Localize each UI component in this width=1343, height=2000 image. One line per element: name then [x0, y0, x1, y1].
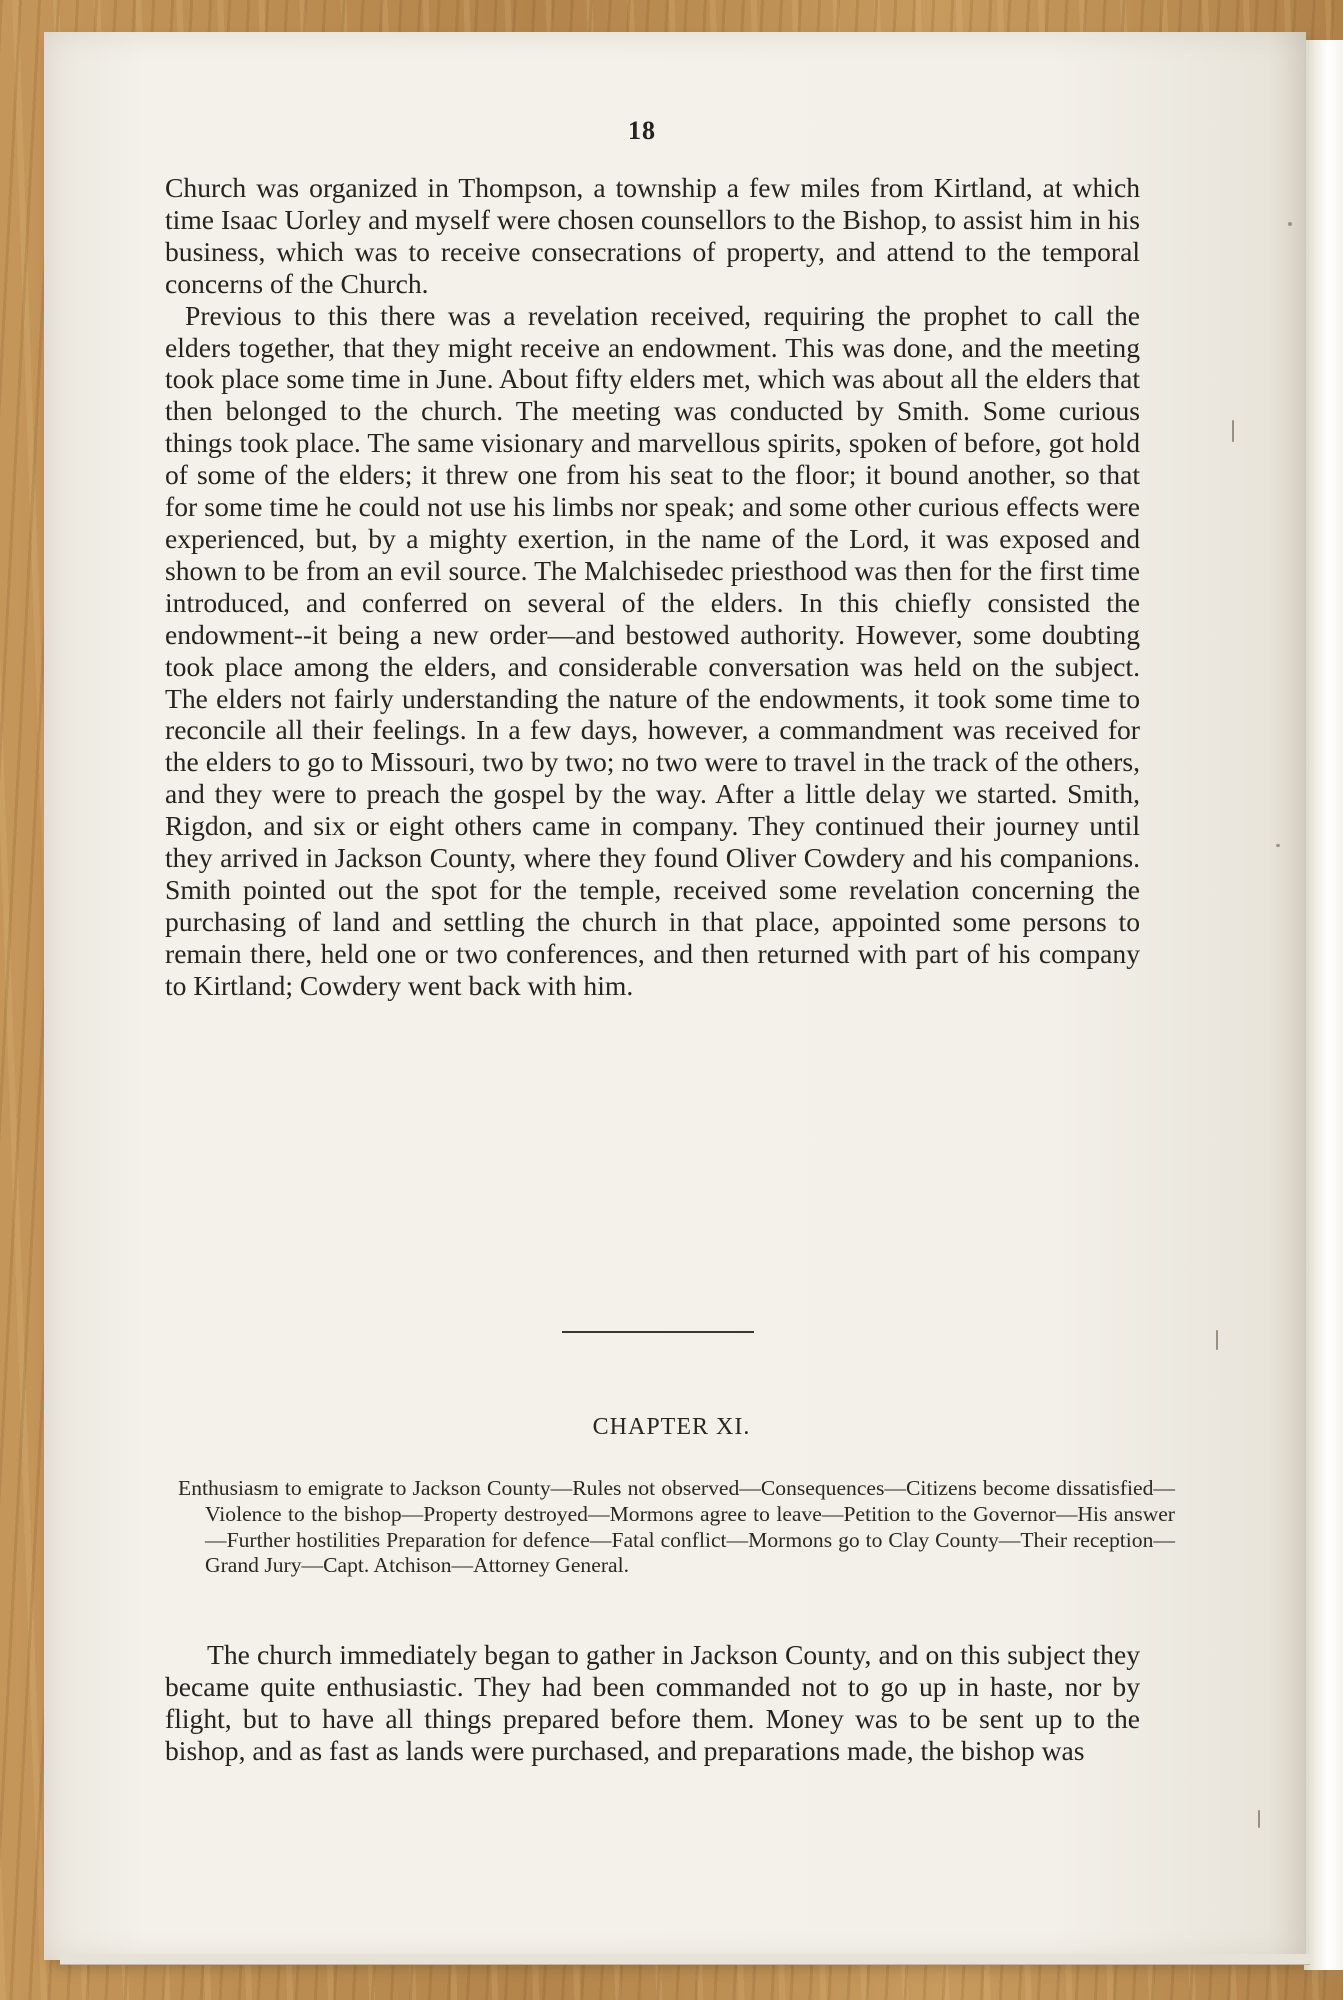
body-paragraph: Previous to this there was a revelation received, requiring the prophet to call the elders together, that they might receive an endowment. This was done, and the meeting took place some time in June. About fifty elders met, which was about all the elders that then belonged to the church. The meeting was conducted by Smith. Some curious things took place. The same visionary and marvellous spirits, spoken of before, got hold of some of the elders; it threw one from his seat to the floor; it bound another, so that for some time he could not use his limbs nor speak; and some other curious effects were experienced, but, by a mighty exertion, in the name of the Lord, it was exposed and shown to be from an evil source. The Malchisedec priesthood was then for the first time introduced, and conferred on several of the elders. In this chiefly consisted the endowment--it being a new order—and bestowed authority. However, some doubting took place among the elders, and considerable conversation was held on the subject. The elders not fairly understanding the nature of the endowments, it took some time to reconcile all their feelings. In a few days, however, a commandment was received for the elders to go to Missouri, two by two; no two were to travel in the track of the others, and they were to preach the gospel by the way. After a little delay we started. Smith, Rigdon, and six or eight others came in company. They continued their journey until they arrived in Jackson County, where they found Oliver Cowdery and his companions. Smith pointed out the spot for the temple, received some revelation concerning the purchasing of land and settling the church in that place, appointed some persons to remain there, held one or two conferences, and then returned with part of his company to Kirtland; Cowdery went back with him.: [165, 299, 1140, 1001]
chapter-title: CHAPTER XI.: [592, 1414, 751, 1440]
body-text: [165, 172, 1140, 1002]
page-number: 18: [628, 116, 656, 145]
paper-speck: [1232, 420, 1234, 442]
section-divider: [562, 1331, 754, 1333]
chapter-opening-text: [165, 1639, 1140, 1767]
paper-speck: [1258, 1810, 1260, 1828]
chapter-opening-paragraph: The church immediately began to gather in Jackson County, and on this subject they became quite enthusiastic. They had been commanded not to go up in haste, nor by flight, but to have all things prepared before them. Money was to be sent up to the bishop, and as fast as lands were purchased, and preparations made, the bishop was: [165, 1639, 1140, 1766]
body-paragraph: Church was organized in Thompson, a township a few miles from Kirtland, at which time Isaac Uorley and myself were chosen counsellors to the Bishop, to assist him in his business, which was to receive consecrations of property, and attend to the temporal concerns of the Church.: [165, 172, 1140, 299]
paper-speck: [1276, 844, 1280, 847]
paper-speck: [1216, 1330, 1218, 1350]
adjacent-page-edge: [1304, 40, 1343, 1970]
paper-speck: [1288, 222, 1292, 226]
chapter-synopsis: Enthusiasm to emigrate to Jackson County—Rules not observed—Consequences—Citizens become dissatisfied—Violence to the bishop—Property destroyed—Mormons agree to leave—Petition to the Governor—His answer—Further hostilities Preparation for defence—Fatal conflict—Mormons go to Clay County—Their reception—Grand Jury—Capt. Atchison—Attorney General.: [178, 1476, 1175, 1578]
page-stack-edge: [60, 1954, 1310, 1965]
